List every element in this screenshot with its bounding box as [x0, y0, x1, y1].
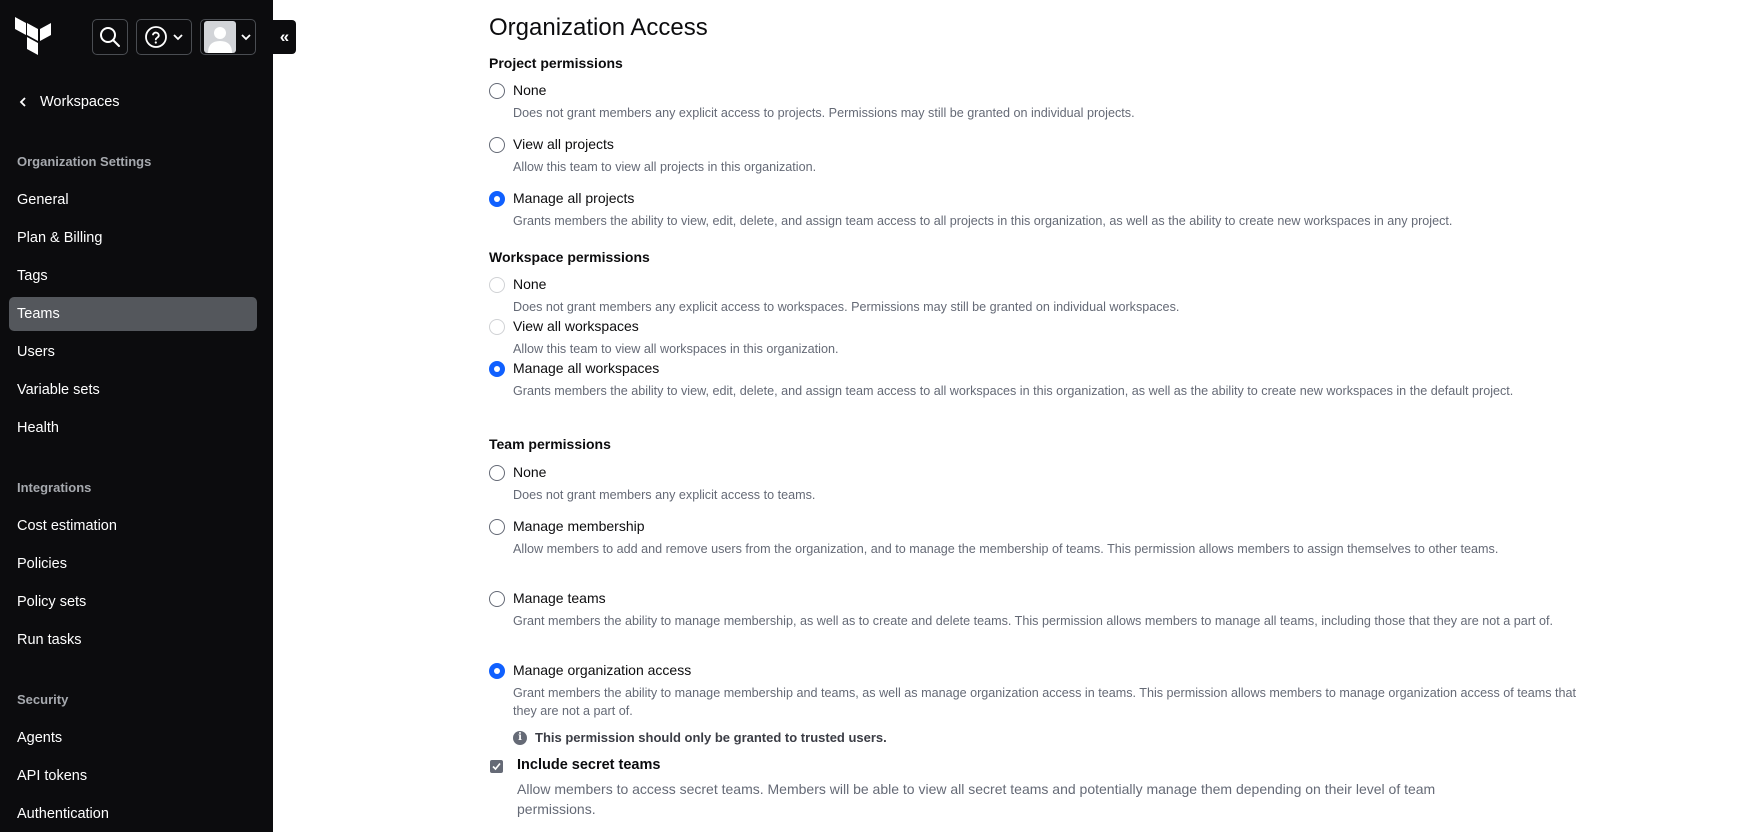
option-description: Does not grant members any explicit access to projects. Permissions may still be granted on individual projects.	[513, 106, 1135, 120]
option-label: Manage membership	[513, 518, 645, 534]
radio-button[interactable]	[489, 137, 505, 153]
radio-button-disabled	[489, 319, 505, 335]
sidebar-item-policy-sets[interactable]	[9, 585, 257, 619]
sidebar-item-tags[interactable]	[9, 259, 257, 293]
sidebar-item-label: Policies	[17, 556, 67, 572]
include-secret-teams-checkbox[interactable]	[490, 760, 503, 773]
chevron-down-icon	[240, 31, 252, 43]
user-avatar-icon	[204, 21, 236, 53]
radio-button-disabled	[489, 277, 505, 293]
option-description: Grant members the ability to manage membership, as well as to create and delete teams. This permission allows members to manage all teams, including those that they are not a part of.	[513, 614, 1553, 628]
sidebar-item-label: Policy sets	[17, 594, 87, 610]
sidebar-item-label: Plan & Billing	[17, 230, 103, 246]
checkbox-label: Include secret teams	[517, 757, 661, 773]
help-menu-button[interactable]	[136, 19, 192, 55]
chevron-down-icon	[172, 31, 184, 43]
sidebar-item-health[interactable]	[9, 411, 257, 445]
section-title-integrations: Integrations	[17, 480, 92, 495]
option-description: Grants members the ability to view, edit, delete, and assign team access to all projects in this organization, as well as the ability to create new workspaces in any project.	[513, 214, 1453, 228]
option-label: View all workspaces	[513, 318, 639, 334]
sidebar-item-label: API tokens	[17, 768, 88, 784]
help-circle-icon	[144, 25, 168, 49]
sidebar-item-label: Tags	[17, 268, 48, 284]
checkmark-icon	[492, 762, 501, 771]
radio-button-selected[interactable]	[489, 361, 505, 377]
sidebar-item-run-tasks[interactable]	[9, 623, 257, 657]
section-title-security: Security	[17, 692, 69, 707]
option-label: None	[513, 276, 547, 292]
section-title-organization-settings: Organization Settings	[17, 154, 152, 169]
option-label: View all projects	[513, 136, 614, 152]
option-label: Manage organization access	[513, 662, 692, 678]
sidebar-item-cost-estimation[interactable]	[9, 509, 257, 543]
option-description: Grant members the ability to manage membership and teams, as well as manage organization access in teams. This permission allows members to manage organization access of teams that they are not a part of.	[513, 686, 1577, 718]
sidebar-item-label: Agents	[17, 730, 63, 746]
sidebar-item-label: Variable sets	[17, 382, 100, 398]
option-label: Manage all projects	[513, 190, 635, 206]
chevron-left-icon	[18, 96, 28, 108]
sidebar-item-plan-billing[interactable]	[9, 221, 257, 255]
radio-button[interactable]	[489, 519, 505, 535]
sidebar-item-general[interactable]	[9, 183, 257, 217]
radio-button-selected[interactable]	[489, 191, 505, 207]
sidebar	[0, 0, 273, 832]
sidebar-item-label: Cost estimation	[17, 518, 117, 534]
checkbox-description: Allow members to access secret teams. Members will be able to view all secret teams and potentially manage them depending on their level of team permissions.	[517, 781, 1436, 817]
option-description: Does not grant members any explicit access to teams.	[513, 488, 816, 502]
option-label: Manage all workspaces	[513, 360, 660, 376]
radio-button-selected[interactable]	[489, 663, 505, 679]
option-description: Does not grant members any explicit access to workspaces. Permissions may still be granted on individual workspaces.	[513, 300, 1180, 314]
option-description: Allow this team to view all workspaces in this organization.	[513, 342, 839, 356]
info-icon: i	[513, 731, 527, 745]
search-icon	[99, 26, 121, 48]
project-permissions-title: Project permissions	[489, 55, 623, 71]
back-to-workspaces-link[interactable]	[18, 90, 120, 114]
sidebar-item-api-tokens[interactable]	[9, 759, 257, 793]
option-description: Allow this team to view all projects in this organization.	[513, 160, 817, 174]
sidebar-item-authentication[interactable]	[9, 797, 257, 831]
sidebar-item-variable-sets[interactable]	[9, 373, 257, 407]
user-menu-button[interactable]	[200, 19, 256, 55]
trusted-users-warning	[513, 730, 887, 745]
sidebar-item-teams[interactable]	[9, 297, 257, 331]
back-link-label: Workspaces	[40, 94, 120, 110]
warning-text: This permission should only be granted to trusted users.	[535, 730, 887, 745]
collapse-sidebar-button[interactable]	[273, 20, 296, 54]
sidebar-item-agents[interactable]	[9, 721, 257, 755]
page-title: Organization Access	[489, 14, 708, 41]
sidebar-item-label: Authentication	[17, 806, 109, 822]
double-chevron-left-icon: «	[279, 27, 290, 46]
team-permissions-title: Team permissions	[489, 436, 611, 452]
radio-button[interactable]	[489, 465, 505, 481]
search-button[interactable]	[92, 19, 128, 55]
option-label: None	[513, 464, 547, 480]
sidebar-item-policies[interactable]	[9, 547, 257, 581]
sidebar-item-label: General	[17, 192, 69, 208]
sidebar-item-label: Run tasks	[17, 632, 82, 648]
option-description: Allow members to add and remove users from the organization, and to manage the membership of teams. This permission allows members to assign themselves to other teams.	[513, 542, 1499, 556]
terraform-logo[interactable]	[15, 17, 51, 57]
sidebar-item-label: Users	[17, 344, 55, 360]
option-description: Grants members the ability to view, edit, delete, and assign team access to all workspaces in this organization, as well as the ability to create new workspaces in the default project.	[513, 384, 1514, 398]
option-label: None	[513, 82, 547, 98]
sidebar-item-label: Health	[17, 420, 59, 436]
radio-button[interactable]	[489, 83, 505, 99]
workspace-permissions-title: Workspace permissions	[489, 249, 650, 265]
option-label: Manage teams	[513, 590, 606, 606]
sidebar-item-label: Teams	[17, 306, 60, 322]
radio-button[interactable]	[489, 591, 505, 607]
sidebar-item-users[interactable]	[9, 335, 257, 369]
